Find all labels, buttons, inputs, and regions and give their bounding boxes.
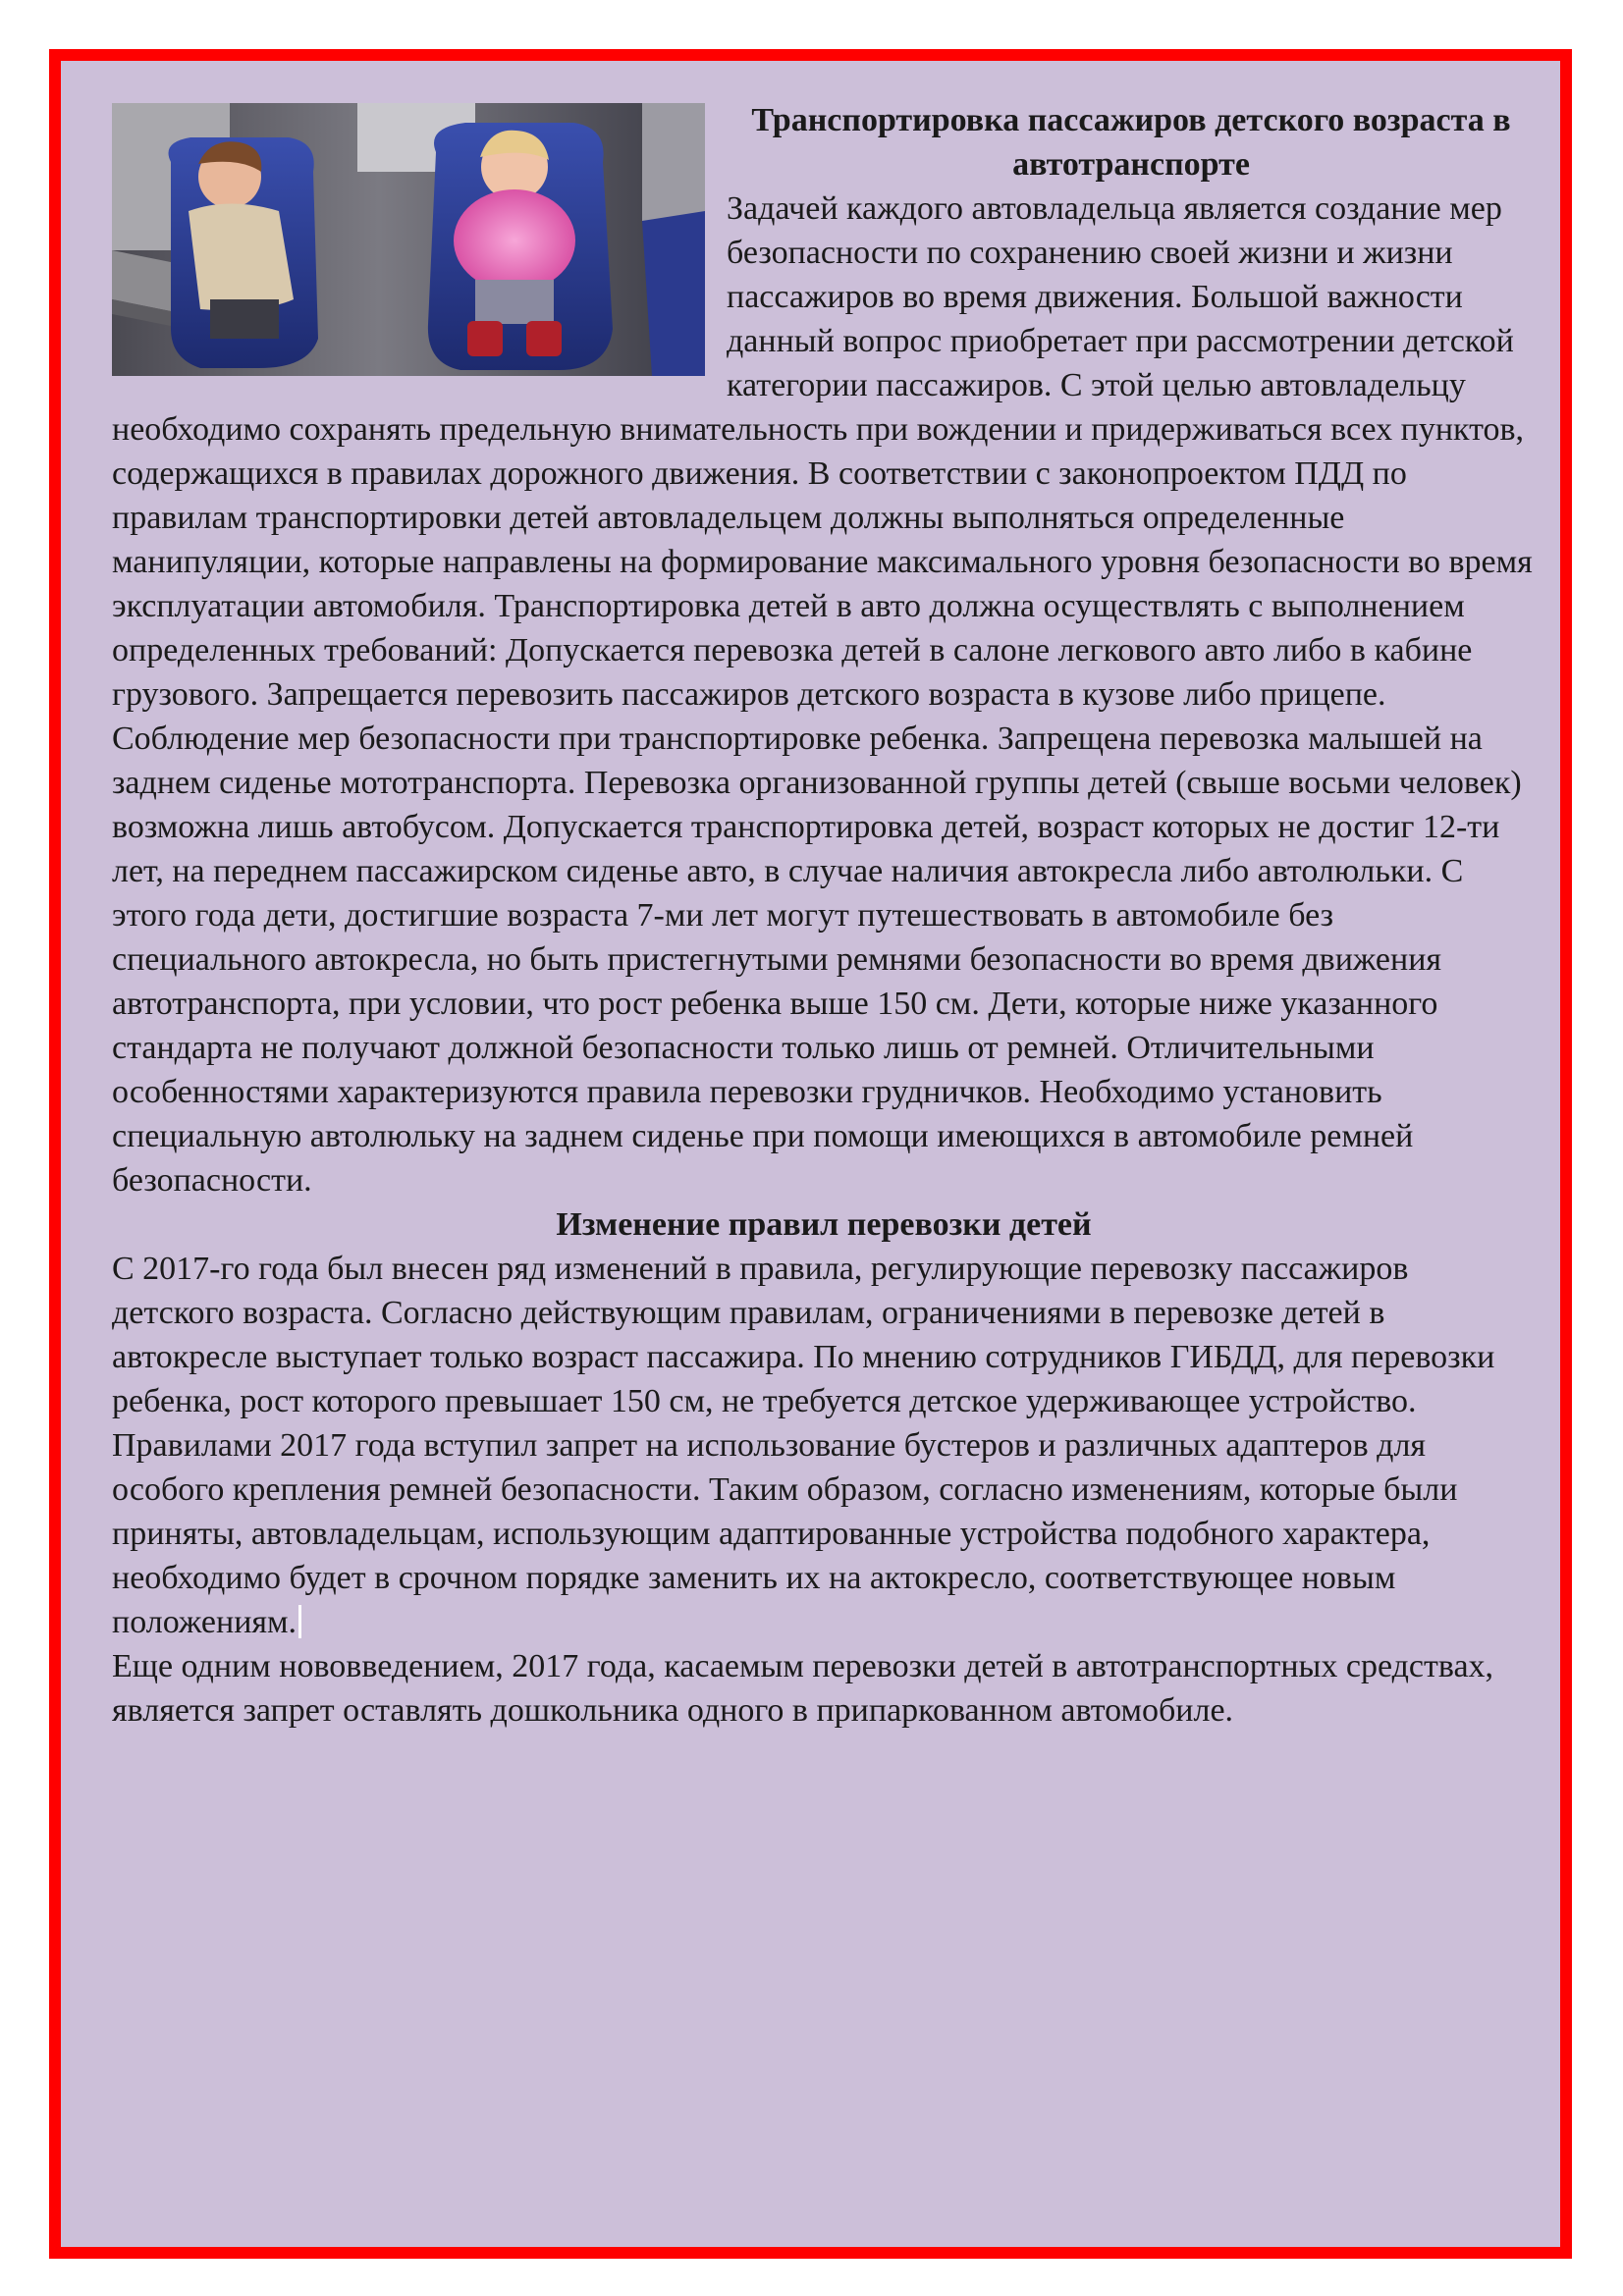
section-text-body: С 2017-го года был внесен ряд изменений в правила, регулирующие перевозку пассажиров детского возраста. Согласно действующим правилам, ограничениями в перевозке детей в автокресле выступает только возраст пассажира. По мнению сотрудников ГИБДД, для перевозки ребенка, рост которого превышает 150 см, не требуется детское удерживающее устройство. Правилами 2017 года вступил запрет на использование бустеров и различных адаптеров для особого крепления ремней безопасности. Таким образом, согласно изменениям, которые были приняты, автовладельцам, использующим адаптированные устройства подобного характера, необходимо будет в срочном порядке заменить их на актокресло, соответствующее новым положениям.: [112, 1251, 1495, 1640]
article: [112, 98, 1536, 1733]
article-title: Транспортировка пассажиров детского возраста в автотранспорте: [751, 102, 1511, 183]
article-intro: Задачей каждого автовладельца является создание мер безопасности по сохранению своей жизни и жизни пассажиров во время движения. Большой важности данный вопрос приобретает при рассмотрении детской категории пассажиров. С этой целью автовладельцу необходимо сохранять предельную внимательность при вождении и придерживаться всех пунктов, содержащихся в правилах дорожного движения. В соответствии с законопроектом ПДД по правилам транспортировки детей автовладельцем должны выполняться определенные манипуляции, которые направлены на формирование максимального уровня безопасности во время эксплуатации автомобиля. Транспортировка детей в авто должна осуществлять с выполнением определенных требований: Допускается перевозка детей в салоне легкового авто либо в кабине грузового. Запрещается перевозить пассажиров детского возраста в кузове либо прицепе. Соблюдение мер безопасности при транспортировке ребенка. Запрещена перевозка малышей на заднем сиденье мототранспорта. Перевозка организованной группы детей (свыше восьми человек) возможна лишь автобусом. Допускается транспортировка детей, возраст которых не достиг 12-ти лет, на переднем пассажирском сиденье авто, в случае наличия автокресла либо автолюльки. С этого года дети, достигшие возраста 7-ми лет могут путешествовать в автомобиле без специального автокресла, но быть пристегнутыми ремнями безопасности во время движения автотранспорта, при условии, что рост ребенка выше 150 см. Дети, которые ниже указанного стандарта не получают должной безопасности только лишь от ремней. Отличительными особенностями характеризуются правила перевозки грудничков. Необходимо установить специальную автолюльку на заднем сиденье при помощи имеющихся в автомобиле ремней безопасности.: [112, 190, 1533, 1199]
closing-text: Еще одним нововведением, 2017 года, касаемым перевозки детей в автотранспортных средствах, является запрет оставлять дошкольника одного в припаркованном автомобиле.: [112, 1648, 1494, 1729]
section-text: [112, 1247, 1536, 1644]
children-in-car-seats-photo: [112, 103, 705, 376]
text-cursor: [298, 1605, 301, 1638]
section-title: Изменение правил перевозки детей: [556, 1206, 1092, 1243]
page-frame: [49, 49, 1572, 2259]
